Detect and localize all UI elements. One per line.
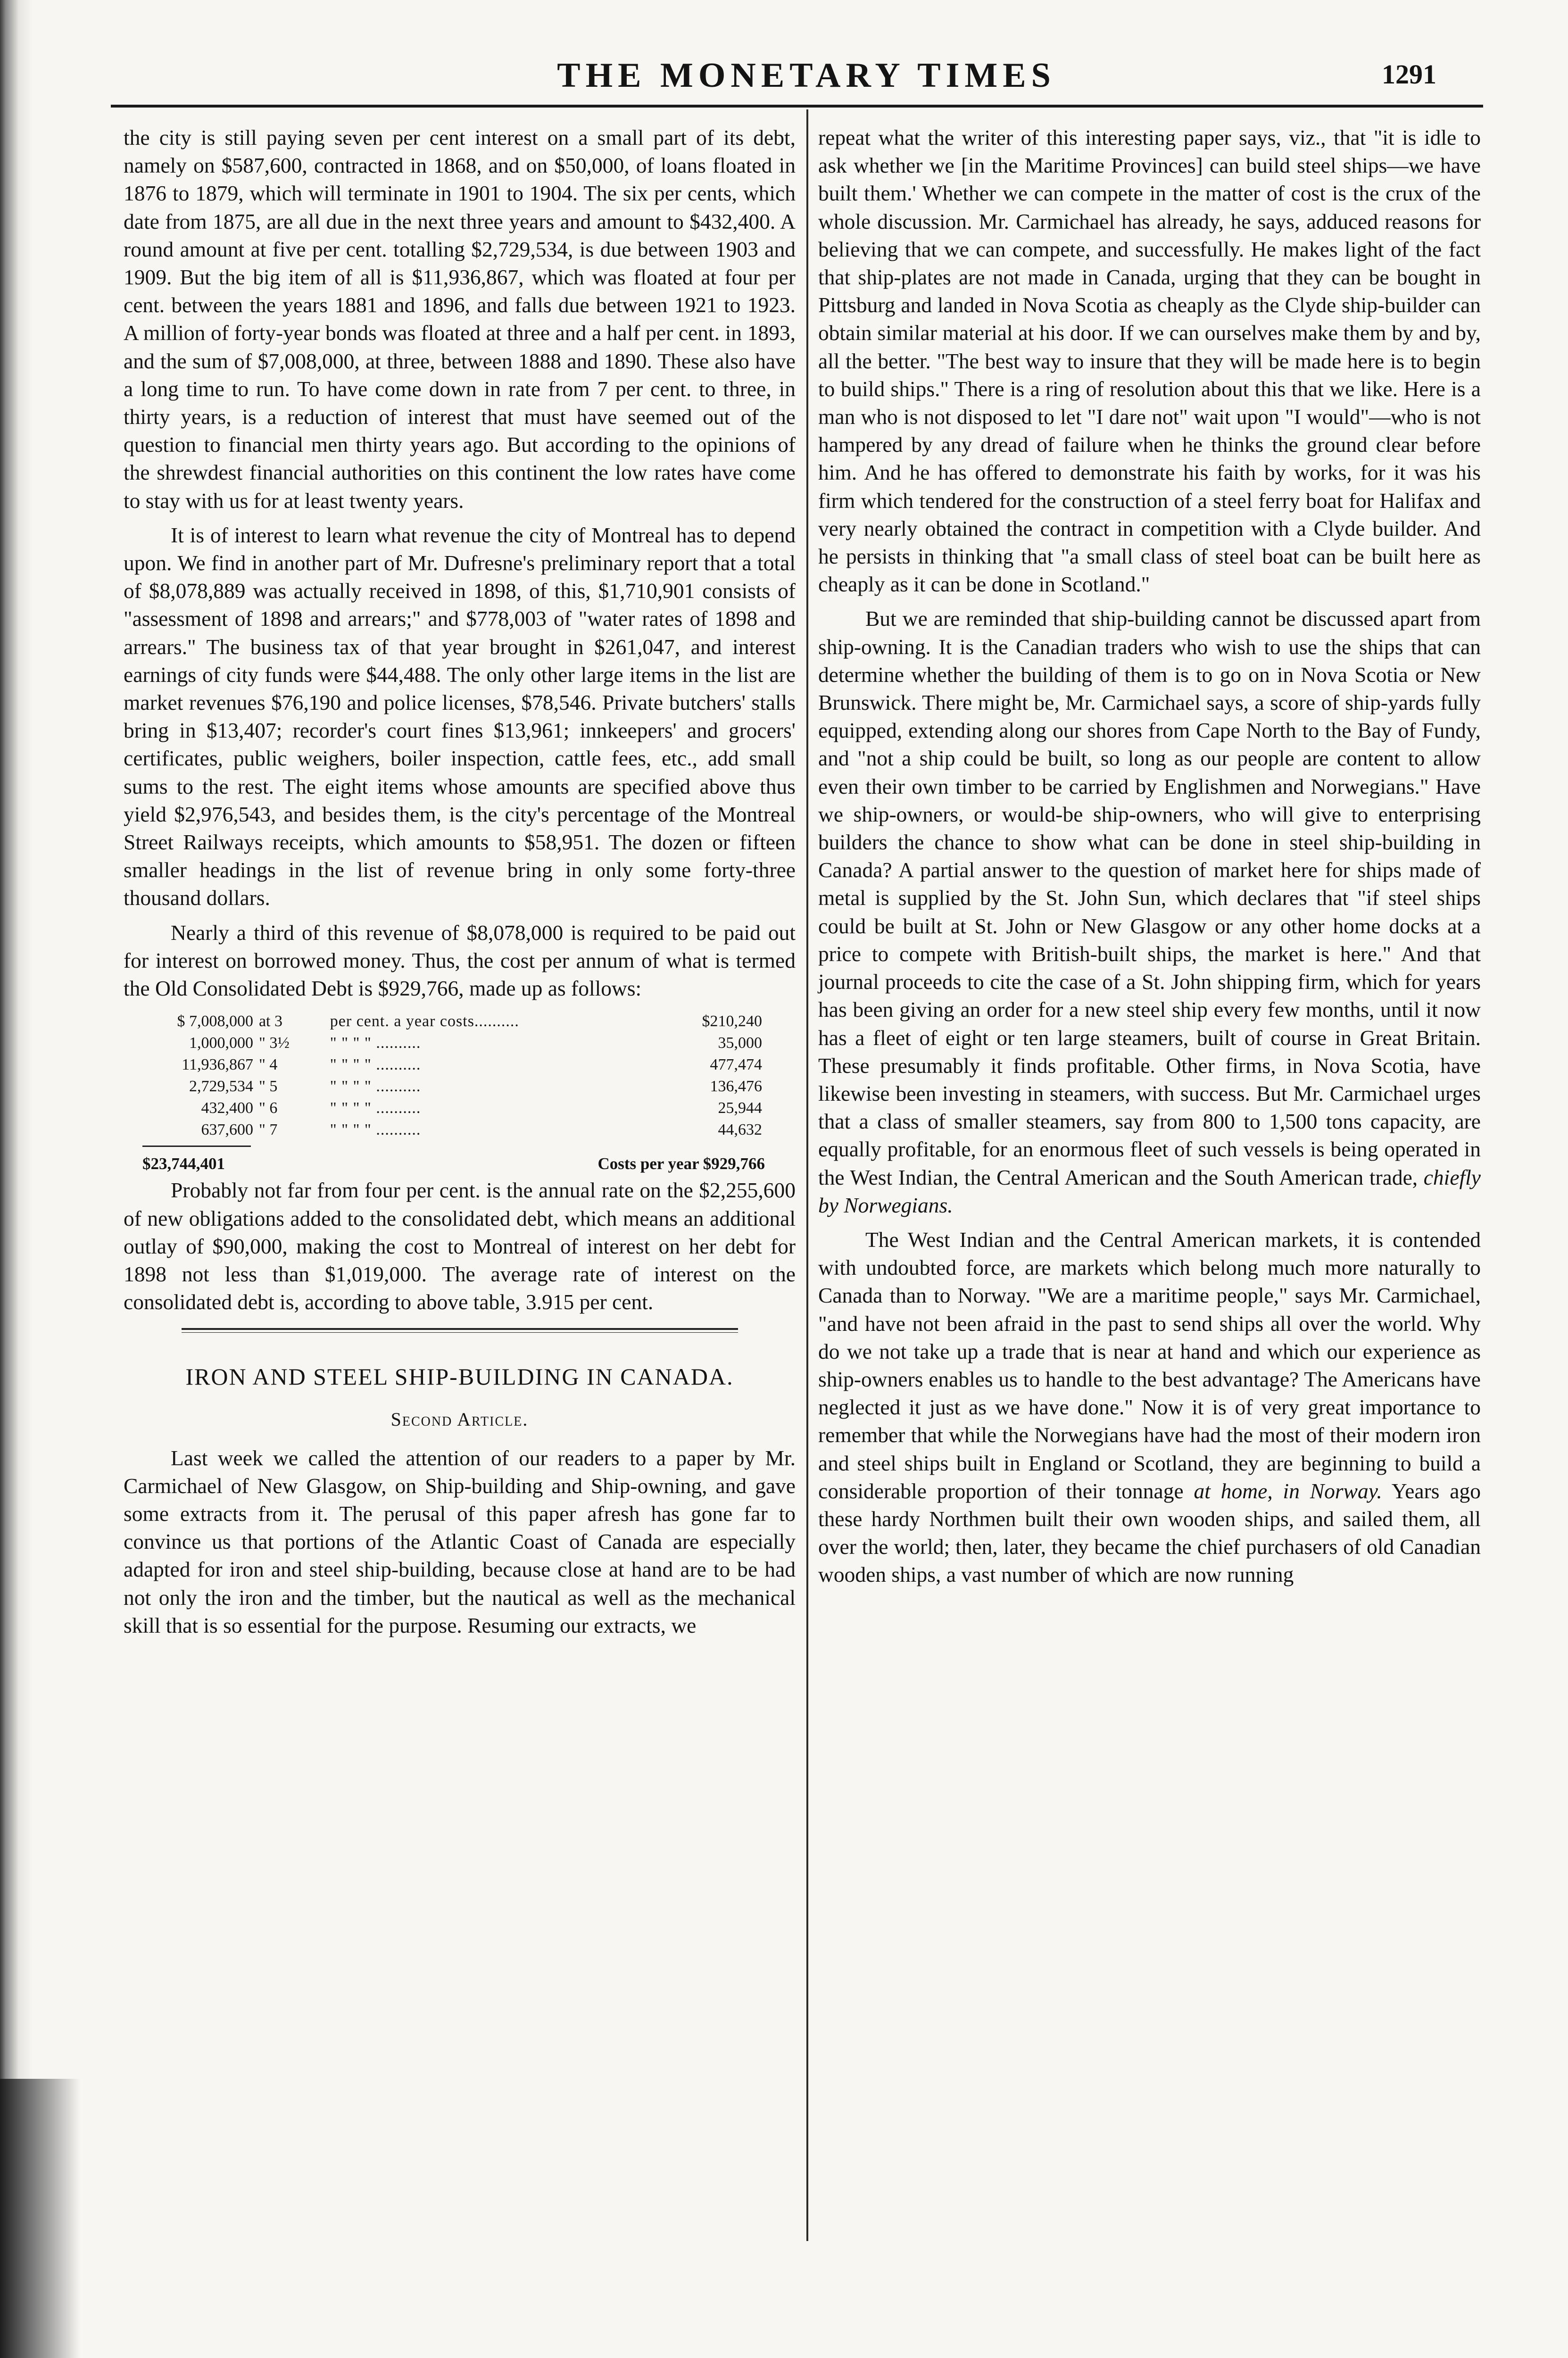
table-row	[142, 1076, 765, 1097]
paragraph: Last week we called the attention of our readers to a paper by Mr. Carmichael of New Glasgow, on Ship-building and Ship-owning, and gave some extracts from it. The perusal of this paper afresh has gone far to convince us that portions of the Atlantic Coast of Canada are especially adapted for iron and steel ship-building, because close at hand are to be had not only the iron and the timber, but the nautical as well as the mechanical skill that is so essential for the purpose. Resuming our extracts, we	[124, 1445, 796, 1637]
table-row	[142, 1011, 765, 1032]
table-cell-amount: $ 7,008,000	[177, 1013, 253, 1030]
table-cell-amount: 1,000,000	[189, 1034, 253, 1052]
paragraph-text: The West Indian and the Central American markets, it is contended with undoubted force, are markets which belong much more naturally to Canada than to Norway. "We are a maritime people," says Mr. Carmichael, "and have not been afraid in the past to send ships all over the world. Why do we not take up a trade that is near at hand and which our experience as ship-owners enables us to handle to the best advantage? The Americans have neglected it just as we have done." Now it is of very great importance to remember that while the Norwegians have had the most of their modern iron and steel ships built in England or Scotland, they are beginning to build a considerable proportion of their tonnage	[818, 1227, 1481, 1503]
table-cell-rate: " 3½	[258, 1034, 290, 1052]
table-cell-rate: " 5	[258, 1078, 278, 1096]
paragraph: Probably not far from four per cent. is the annual rate on the $2,255,600 of new obligations added to the consolidated debt, which means an additional outlay of $90,000, making the cost to Montreal of interest on her debt for 1898 not less than $1,019,000. The average rate of interest on the consolidated debt is, according to above table, 3.915 per cent.	[124, 1178, 796, 1314]
table-cell-cost: $210,240	[702, 1013, 762, 1030]
table-row	[142, 1119, 765, 1141]
table-total-rule	[142, 1146, 251, 1147]
table-cell-rate: " 4	[258, 1056, 278, 1074]
table-row	[142, 1032, 765, 1054]
page-number: 1291	[1382, 59, 1436, 90]
right-column	[818, 124, 1481, 1595]
publication-title: THE MONETARY TIMES	[557, 56, 1056, 95]
table-cell-desc: " " " " ..........	[330, 1121, 421, 1139]
page-edge-shadow	[0, 0, 33, 2358]
italic-phrase: chiefly by Norwegians.	[818, 1165, 1481, 1217]
table-cell-desc: " " " " ..........	[330, 1078, 421, 1096]
table-cell-amount: 637,600	[201, 1121, 253, 1139]
table-cell-cost: 44,632	[718, 1121, 762, 1139]
table-total-row	[142, 1150, 765, 1176]
table-cell-cost: 477,474	[710, 1056, 762, 1074]
debt-table	[142, 1011, 765, 1141]
table-cell-cost: 136,476	[710, 1078, 762, 1096]
table-cell-amount: 2,729,534	[189, 1078, 253, 1096]
table-total-amount: $23,744,401	[142, 1154, 225, 1173]
paragraph	[818, 605, 1481, 1219]
table-total-cost: Costs per year $929,766	[597, 1154, 765, 1173]
paragraph-text: But we are reminded that ship-building cannot be discussed apart from ship-owning. It is the Canadian traders who wish to use the ships that can determine whether the building of them is to go on in Nova Scotia or New Brunswick. There might be, Mr. Carmichael says, a score of ship-yards fully equipped, extending along our shores from Cape North to the Bay of Fundy, and "not a ship could be built, so long as our people are content to allow even their own timber to be carried by Englishmen and Norwegians." Have we ship-owners, or would-be ship-owners, who will give to enterprising builders the chance to show what can be done in steel ship-building in Canada? A partial answer to the question of market here for ships made of metal is supplied by the St. John Sun, which declares that "if steel ships could be built at St. John or New Glasgow or any other home docks at a price to compete with British-built ships, the market is here." And that journal proceeds to cite the case of a St. John shipping firm, which for years has been giving an order for a new steel ship every few months, until it now has a fleet of eight or ten large steamers, built of course in Great Britain. These presumably it finds profitable. Other firms, in Nova Scotia, have likewise been investing in steamers, with success. But Mr. Carmichael urges that a class of smaller steamers, say from 800 to 1,500 tons capacity, are equally profitable, for an enormous fleet of such vessels is being operated in the West Indian, the Central American and the South American trade,	[818, 606, 1481, 1189]
table-cell-desc: " " " " ..........	[330, 1034, 421, 1052]
paragraph: repeat what the writer of this interesting paper says, viz., that "it is idle to ask whether we [in the Maritime Provinces] can build steel ships—we have built them.' Whether we can compete in the matter of cost is the crux of the whole discussion. Mr. Carmichael has already, he says, adduced reasons for believing that we can compete, and successfully. He makes light of the fact that ship-plates are not made in Canada, urging that they can be bought in Pittsburg and landed in Nova Scotia as cheaply as the Clyde ship-builder can obtain similar material at his door. If we can ourselves make them by and by, all the better. "The best way to insure that they will be made here is to begin to build ships." There is a ring of resolution about this that we like. Here is a man who is not disposed to let "I dare not" wait upon "I would"—who is not hampered by any dread of failure when he thinks the ground clear before him. And he has offered to demonstrate his faith by works, for it was his firm which tendered for the construction of a steel ferry boat for Halifax and very nearly obtained the contract in competition with a Clyde builder. And he persists in thinking that "a small class of steel boat can be built here as cheaply as it can be done in Scotland."	[818, 125, 1481, 597]
italic-phrase: at home, in Norway.	[1194, 1478, 1382, 1503]
header-rule	[111, 105, 1483, 108]
paragraph-text: Years ago these hardy Northmen built their own wooden ships, and sailed them, all over the world; then, later, they became the chief purchasers of old Canadian wooden ships, a vast number of which are now running	[818, 1478, 1481, 1587]
masthead	[0, 56, 1568, 108]
page-corner-shadow	[0, 2079, 80, 2358]
article-title: IRON AND STEEL SHIP-BUILDING IN CANADA.	[185, 1363, 734, 1390]
article-separator	[182, 1328, 738, 1333]
table-cell-cost: 35,000	[718, 1034, 762, 1052]
table-cell-desc: " " " " ..........	[330, 1056, 421, 1074]
table-cell-rate: " 6	[258, 1099, 278, 1117]
paragraph: the city is still paying seven per cent interest on a small part of its debt, namely on $587,600, contracted in 1868, and on $50,000, of loans floated in 1876 to 1879, which will terminate in 1901 to 1904. The six per cents, which date from 1875, are all due in the next three years and amount to $432,400. A round amount at five per cent. totalling $2,729,534, is due between 1903 and 1909. But the big item of all is $11,936,867, which was floated at four per cent. between the years 1881 and 1896, and falls due between 1921 to 1923. A million of forty-year bonds was floated at three and a half per cent. in 1893, and the sum of $7,008,000, at three, between 1888 and 1890. These also have a long time to run. To have come down in rate from 7 per cent. to three, in thirty years, is a reduction of interest that must have seemed out of the question to financial men thirty years ago. But according to the opinions of the shrewdest financial authorities on this continent the low rates have come to stay with us for at least twenty years.	[124, 125, 796, 513]
left-column	[124, 124, 796, 1646]
table-row	[142, 1054, 765, 1076]
article-subtitle: Second Article.	[390, 1409, 529, 1430]
table-cell-amount: 432,400	[201, 1099, 253, 1117]
table-cell-desc: per cent. a year costs..........	[330, 1013, 519, 1030]
column-divider	[806, 109, 808, 2241]
table-cell-desc: " " " " ..........	[330, 1099, 421, 1117]
table-cell-cost: 25,944	[718, 1099, 762, 1117]
paragraph: Nearly a third of this revenue of $8,078,000 is required to be paid out for interest on borrowed money. Thus, the cost per annum of what is termed the Old Consolidated Debt is $929,766, made up as follows:	[124, 920, 796, 1001]
table-cell-rate: " 7	[258, 1121, 278, 1139]
table-cell-rate: at 3	[258, 1013, 282, 1030]
table-row	[142, 1097, 765, 1119]
paragraph	[818, 1226, 1481, 1589]
paragraph: It is of interest to learn what revenue the city of Montreal has to depend upon. We find in another part of Mr. Dufresne's preliminary report that a total of $8,078,889 was actually received in 1898, of this, $1,710,901 consists of "assessment of 1898 and arrears;" and $778,003 of "water rates of 1898 and arrears." The business tax of that year brought in $261,047, and interest earnings of city funds were $44,488. The only other large items in the list are market revenues $76,190 and police licenses, $78,546. Private butchers' stalls bring in $13,407; recorder's court fines $13,961; innkeepers' and grocers' certificates, public weighers, boiler inspection, cattle fees, etc., add small sums to the rest. The eight items whose amounts are specified above thus yield $2,976,543, and besides them, is the city's percentage of the Montreal Street Railways receipts, which amounts to $58,951. The dozen or fifteen smaller headings in the list of revenue bring in only some forty-three thousand dollars.	[124, 523, 796, 910]
table-cell-amount: 11,936,867	[182, 1056, 253, 1074]
